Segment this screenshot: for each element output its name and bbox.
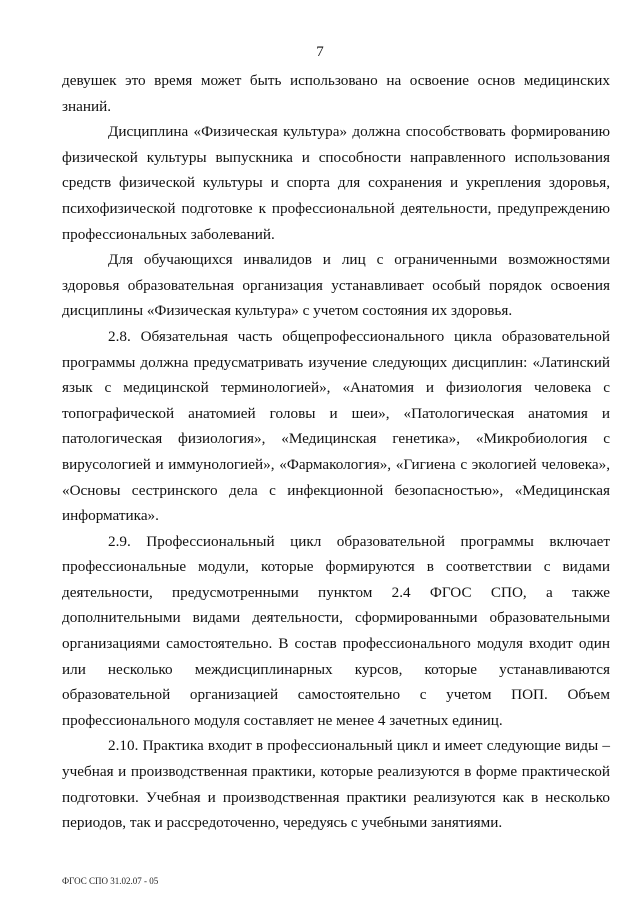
page-number: 7 [316,44,324,60]
paragraph-physical-culture: Дисциплина «Физическая культура» должна способствовать формированию физической культуры выпускника и способности направленного использования средств физической культуры и спорта для сохранения и укрепления здоровья, психофизической подготовке к профессиональной деятельности, предупреждению профессиональных заболеваний. [62,123,610,243]
paragraph-2-8: 2.8. Обязательная часть общепрофессионального цикла образовательной программы должна предусматривать изучение следующих дисциплин: «Латинский язык с медицинской терминологией», «Анатомия и физиология человека с топографической анатомией головы и шеи», «Патологическая анатомия и патологическая физиология», «Медицинская генетика», «Микробиология с вирусологией и иммунологией», «Фармакология», «Гигиена с экологией человека», «Основы сестринского дела с инфекционной безопасностью», «Медицинская информатика». [62,327,610,525]
footer-code: ФГОС СПО 31.02.07 - 05 [62,876,159,886]
paragraph-continuation: девушек это время может быть использовано на освоение основ медицинских знаний. [62,72,610,115]
paragraph-disabled-students: Для обучающихся инвалидов и лиц с ограниченными возможностями здоровья образовательная организация устанавливает особый порядок освоения дисциплины «Физическая культура» с учетом состояния их здоровья. [62,251,610,320]
paragraph-2-9: 2.9. Профессиональный цикл образовательной программы включает профессиональные модули, которые формируются в соответствии с видами деятельности, предусмотренными пунктом 2.4 ФГОС СПО, а также дополнительными видами деятельности, сформированными образовательными организациями самостоятельно. В состав профессионального модуля входит один или несколько междисциплинарных курсов, которые устанавливаются образовательной организацией самостоятельно с учетом ПОП. Объем профессионального модуля составляет не менее 4 зачетных единиц. [62,532,610,729]
document-body [62,68,610,836]
paragraph-2-10: 2.10. Практика входит в профессиональный цикл и имеет следующие виды – учебная и производственная практики, которые реализуются в форме практической подготовки. Учебная и производственная практики реализуются как в несколько периодов, так и рассредоточенно, чередуясь с учебными занятиями. [62,737,610,832]
